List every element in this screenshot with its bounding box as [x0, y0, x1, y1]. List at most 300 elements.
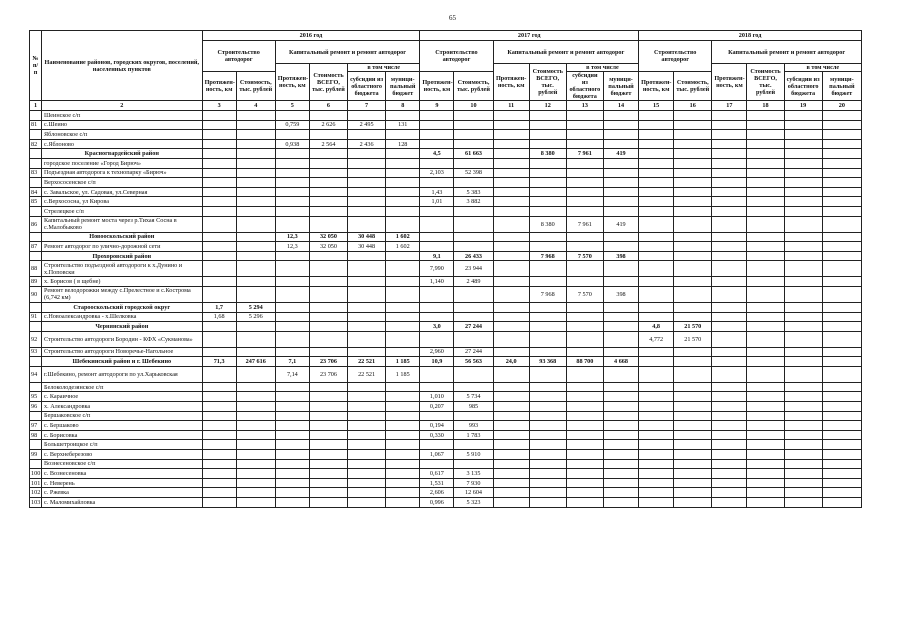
- table-cell: 3 135: [454, 469, 493, 479]
- table-cell: [348, 206, 386, 216]
- table-cell: [784, 450, 822, 460]
- table-cell: [529, 322, 566, 332]
- table-cell: [348, 312, 386, 322]
- table-cell: [747, 440, 784, 450]
- table-cell: [348, 111, 386, 121]
- table-cell: [674, 277, 712, 287]
- table-cell: [747, 331, 784, 347]
- column-number: 13: [566, 101, 603, 111]
- column-number: 10: [454, 101, 493, 111]
- table-cell: [529, 187, 566, 197]
- table-cell: [566, 322, 603, 332]
- table-cell: [712, 478, 747, 488]
- table-cell: [639, 277, 674, 287]
- column-number: 20: [822, 101, 861, 111]
- table-cell: [566, 430, 603, 440]
- table-cell: [712, 411, 747, 421]
- table-cell: [603, 488, 638, 498]
- table-cell: 23 706: [309, 366, 347, 382]
- row-name: Верхососенское с/п: [42, 178, 203, 188]
- table-cell: 0,996: [420, 498, 454, 508]
- table-cell: [712, 178, 747, 188]
- table-cell: [712, 149, 747, 159]
- table-cell: [493, 302, 529, 312]
- table-cell: [202, 286, 236, 302]
- table-cell: [529, 411, 566, 421]
- row-name: Чернянский район: [42, 322, 203, 332]
- table-cell: [639, 168, 674, 178]
- table-cell: [747, 216, 784, 232]
- table-cell: [529, 277, 566, 287]
- table-cell: [712, 286, 747, 302]
- table-row: [30, 277, 862, 287]
- table-cell: [566, 402, 603, 412]
- table-cell: [784, 478, 822, 488]
- table-cell: [275, 168, 309, 178]
- table-cell: [236, 322, 275, 332]
- table-cell: [639, 312, 674, 322]
- table-cell: [747, 149, 784, 159]
- table-cell: [386, 168, 420, 178]
- table-cell: [566, 302, 603, 312]
- table-cell: [603, 168, 638, 178]
- table-cell: 4,8: [639, 322, 674, 332]
- column-number: 11: [493, 101, 529, 111]
- table-cell: [236, 261, 275, 277]
- table-cell: [275, 469, 309, 479]
- table-cell: 419: [603, 216, 638, 232]
- table-cell: [674, 411, 712, 421]
- table-cell: [712, 251, 747, 261]
- table-cell: [386, 312, 420, 322]
- table-cell: [529, 347, 566, 357]
- row-number: 88: [30, 261, 42, 277]
- table-cell: [674, 216, 712, 232]
- table-row: [30, 392, 862, 402]
- table-row: [30, 111, 862, 121]
- table-cell: [529, 158, 566, 168]
- table-cell: [202, 261, 236, 277]
- table-cell: [493, 216, 529, 232]
- table-cell: [529, 366, 566, 382]
- table-cell: [236, 469, 275, 479]
- table-cell: 2,103: [420, 168, 454, 178]
- table-cell: [639, 347, 674, 357]
- municipal-header: муници-пальный бюджет: [822, 72, 861, 101]
- table-cell: [674, 488, 712, 498]
- table-cell: [348, 459, 386, 469]
- table-cell: [639, 402, 674, 412]
- table-cell: [309, 411, 347, 421]
- table-cell: [236, 347, 275, 357]
- table-cell: [674, 187, 712, 197]
- table-cell: 4 668: [603, 357, 638, 367]
- table-cell: 12,3: [275, 232, 309, 242]
- table-cell: [236, 392, 275, 402]
- table-cell: [712, 120, 747, 130]
- table-cell: 22 521: [348, 366, 386, 382]
- row-number: 84: [30, 187, 42, 197]
- table-cell: [566, 488, 603, 498]
- table-cell: [712, 139, 747, 149]
- table-cell: [202, 149, 236, 159]
- table-cell: 21 570: [674, 322, 712, 332]
- row-name: г.Шебекино, ремонт автодороги по ул.Харьковская: [42, 366, 203, 382]
- table-cell: [529, 421, 566, 431]
- table-cell: 27 244: [454, 322, 493, 332]
- table-cell: [493, 187, 529, 197]
- table-cell: [236, 206, 275, 216]
- table-cell: [784, 206, 822, 216]
- table-cell: 32 050: [309, 242, 347, 252]
- table-cell: [202, 421, 236, 431]
- table-cell: [309, 178, 347, 188]
- table-cell: [712, 450, 747, 460]
- table-cell: 21 570: [674, 331, 712, 347]
- table-cell: [309, 277, 347, 287]
- table-cell: [747, 261, 784, 277]
- table-cell: [309, 450, 347, 460]
- table-cell: [275, 111, 309, 121]
- table-cell: [236, 331, 275, 347]
- table-cell: [674, 168, 712, 178]
- table-cell: [639, 158, 674, 168]
- table-cell: [639, 450, 674, 460]
- table-row: [30, 286, 862, 302]
- table-cell: [639, 216, 674, 232]
- subsidy-header: субсидии из областного бюджета: [784, 72, 822, 101]
- column-number: 2: [42, 101, 203, 111]
- construction-header: Строительство автодорог: [420, 41, 493, 72]
- table-cell: [639, 251, 674, 261]
- table-cell: [712, 158, 747, 168]
- table-cell: [454, 242, 493, 252]
- row-name: Строительство автодороги Бородин - КФХ «Сукманова»: [42, 331, 203, 347]
- column-number: 18: [747, 101, 784, 111]
- table-cell: [275, 216, 309, 232]
- table-cell: [529, 498, 566, 508]
- table-cell: [566, 139, 603, 149]
- table-cell: [822, 197, 861, 207]
- construction-header: Строительство автодорог: [202, 41, 275, 72]
- table-cell: 9,1: [420, 251, 454, 261]
- table-cell: [639, 366, 674, 382]
- table-cell: [309, 302, 347, 312]
- table-row: [30, 242, 862, 252]
- table-cell: [639, 178, 674, 188]
- table-cell: [603, 411, 638, 421]
- table-cell: 12 604: [454, 488, 493, 498]
- row-name: Яблоновское с/п: [42, 130, 203, 140]
- table-cell: 61 663: [454, 149, 493, 159]
- column-number: 4: [236, 101, 275, 111]
- table-cell: 398: [603, 286, 638, 302]
- table-cell: 0,207: [420, 402, 454, 412]
- table-cell: [454, 206, 493, 216]
- table-cell: 2 495: [348, 120, 386, 130]
- table-cell: [822, 366, 861, 382]
- table-cell: 7 930: [454, 478, 493, 488]
- table-cell: [348, 411, 386, 421]
- column-number: 7: [348, 101, 386, 111]
- road-works-table: [29, 30, 862, 508]
- table-cell: [822, 411, 861, 421]
- column-number: 14: [603, 101, 638, 111]
- table-row: [30, 440, 862, 450]
- table-row: [30, 331, 862, 347]
- table-cell: [784, 430, 822, 440]
- table-cell: [712, 421, 747, 431]
- table-cell: [529, 392, 566, 402]
- table-cell: [348, 478, 386, 488]
- table-cell: [348, 382, 386, 392]
- table-cell: [566, 130, 603, 140]
- table-cell: [603, 498, 638, 508]
- table-cell: [603, 392, 638, 402]
- table-cell: [309, 312, 347, 322]
- table-cell: [603, 302, 638, 312]
- table-cell: [386, 459, 420, 469]
- table-cell: [420, 286, 454, 302]
- table-cell: 1 602: [386, 242, 420, 252]
- table-cell: [747, 312, 784, 322]
- table-cell: [822, 149, 861, 159]
- table-cell: [236, 478, 275, 488]
- table-cell: [348, 469, 386, 479]
- table-cell: [275, 478, 309, 488]
- table-cell: [712, 261, 747, 277]
- table-row: [30, 430, 862, 440]
- table-cell: [747, 421, 784, 431]
- table-cell: [747, 382, 784, 392]
- table-cell: 8 380: [529, 149, 566, 159]
- table-cell: [236, 382, 275, 392]
- table-cell: [747, 232, 784, 242]
- table-cell: [493, 488, 529, 498]
- length-header: Протяжен-ность, км: [420, 72, 454, 101]
- table-cell: [493, 498, 529, 508]
- table-cell: [348, 277, 386, 287]
- table-cell: [348, 130, 386, 140]
- table-cell: [236, 366, 275, 382]
- table-cell: [639, 242, 674, 252]
- table-cell: [566, 187, 603, 197]
- table-cell: [674, 478, 712, 488]
- row-number: [30, 302, 42, 312]
- table-cell: [822, 430, 861, 440]
- table-cell: [747, 187, 784, 197]
- table-cell: [566, 242, 603, 252]
- table-cell: [822, 402, 861, 412]
- table-cell: [639, 411, 674, 421]
- table-cell: [784, 421, 822, 431]
- municipal-header: муници-пальный бюджет: [603, 72, 638, 101]
- table-cell: [454, 158, 493, 168]
- table-cell: [674, 469, 712, 479]
- table-cell: [747, 357, 784, 367]
- table-cell: 2 626: [309, 120, 347, 130]
- table-cell: [674, 197, 712, 207]
- table-cell: [275, 402, 309, 412]
- table-cell: [202, 440, 236, 450]
- row-number: 83: [30, 168, 42, 178]
- table-cell: [420, 366, 454, 382]
- row-number: 89: [30, 277, 42, 287]
- table-cell: [386, 411, 420, 421]
- table-cell: [822, 277, 861, 287]
- table-cell: [454, 216, 493, 232]
- table-cell: [202, 130, 236, 140]
- row-number: 97: [30, 421, 42, 431]
- row-name: х. Борисов ( в щебне): [42, 277, 203, 287]
- table-cell: [639, 139, 674, 149]
- table-cell: [275, 178, 309, 188]
- row-number: [30, 459, 42, 469]
- table-cell: [454, 130, 493, 140]
- table-cell: 0,759: [275, 120, 309, 130]
- table-cell: [712, 216, 747, 232]
- row-number: 90: [30, 286, 42, 302]
- table-cell: [236, 450, 275, 460]
- table-cell: [603, 366, 638, 382]
- table-cell: [747, 411, 784, 421]
- table-cell: [674, 242, 712, 252]
- table-cell: [420, 440, 454, 450]
- repair-header: Капитальный ремонт и ремонт автодорог: [493, 41, 639, 64]
- row-number: 100: [31, 470, 41, 478]
- table-cell: [236, 232, 275, 242]
- table-cell: [420, 331, 454, 347]
- row-name: с. Завальское, ул. Садовая, ул.Северная: [42, 187, 203, 197]
- table-cell: [822, 286, 861, 302]
- table-cell: [674, 139, 712, 149]
- table-cell: [822, 158, 861, 168]
- table-cell: [202, 111, 236, 121]
- year-2016-header: 2016 год: [202, 31, 420, 41]
- table-cell: [712, 357, 747, 367]
- table-cell: [202, 251, 236, 261]
- column-number: 8: [386, 101, 420, 111]
- table-row: [30, 450, 862, 460]
- table-cell: [822, 312, 861, 322]
- table-row: [30, 232, 862, 242]
- table-cell: [674, 178, 712, 188]
- table-cell: [275, 312, 309, 322]
- cost-total-header: Стоимость ВСЕГО, тыс. рублей: [747, 64, 784, 101]
- table-cell: [420, 312, 454, 322]
- table-cell: [784, 392, 822, 402]
- table-cell: [493, 430, 529, 440]
- table-cell: [493, 111, 529, 121]
- table-cell: [454, 459, 493, 469]
- table-cell: [784, 261, 822, 277]
- table-cell: [529, 261, 566, 277]
- table-cell: [309, 168, 347, 178]
- row-name: с. Маломихайловка: [42, 498, 203, 508]
- table-cell: [784, 366, 822, 382]
- table-cell: [822, 392, 861, 402]
- table-cell: [309, 286, 347, 302]
- row-number: 99: [30, 450, 42, 460]
- table-cell: [566, 392, 603, 402]
- table-cell: [493, 347, 529, 357]
- table-cell: [566, 331, 603, 347]
- table-cell: [529, 478, 566, 488]
- table-cell: [822, 232, 861, 242]
- row-number: 91: [30, 312, 42, 322]
- table-cell: [236, 459, 275, 469]
- row-name: с.Яблоново: [42, 139, 203, 149]
- table-cell: [639, 430, 674, 440]
- table-cell: [603, 478, 638, 488]
- table-cell: [202, 331, 236, 347]
- table-cell: [493, 130, 529, 140]
- table-cell: 0,330: [420, 430, 454, 440]
- table-cell: [603, 178, 638, 188]
- table-cell: [493, 312, 529, 322]
- table-cell: 7,990: [420, 261, 454, 277]
- table-cell: [603, 430, 638, 440]
- table-cell: [420, 111, 454, 121]
- row-name: с. Вознесеновка: [42, 469, 203, 479]
- table-cell: [386, 302, 420, 312]
- table-cell: [529, 459, 566, 469]
- table-cell: [236, 149, 275, 159]
- table-cell: 131: [386, 120, 420, 130]
- table-cell: [493, 197, 529, 207]
- table-cell: [309, 149, 347, 159]
- table-cell: [454, 440, 493, 450]
- table-cell: [712, 402, 747, 412]
- column-number: 17: [712, 101, 747, 111]
- table-cell: [639, 392, 674, 402]
- table-cell: [386, 261, 420, 277]
- table-cell: [784, 357, 822, 367]
- table-cell: [784, 277, 822, 287]
- table-cell: [712, 430, 747, 440]
- table-cell: [603, 331, 638, 347]
- table-cell: [348, 187, 386, 197]
- table-cell: [202, 382, 236, 392]
- table-cell: [566, 366, 603, 382]
- table-cell: [529, 168, 566, 178]
- table-cell: [784, 331, 822, 347]
- table-cell: 1,531: [420, 478, 454, 488]
- table-cell: [822, 450, 861, 460]
- table-cell: [639, 478, 674, 488]
- row-number: 95: [30, 392, 42, 402]
- table-cell: [674, 111, 712, 121]
- table-cell: [639, 469, 674, 479]
- table-cell: [420, 302, 454, 312]
- table-cell: [454, 139, 493, 149]
- table-cell: [493, 261, 529, 277]
- length-header: Протяжен-ность, км: [639, 72, 674, 101]
- table-cell: [747, 347, 784, 357]
- table-cell: [309, 251, 347, 261]
- table-cell: [784, 251, 822, 261]
- table-cell: [712, 440, 747, 450]
- table-cell: [639, 286, 674, 302]
- column-number: 12: [529, 101, 566, 111]
- table-cell: [348, 302, 386, 312]
- table-cell: 1,010: [420, 392, 454, 402]
- table-cell: [454, 366, 493, 382]
- table-cell: [674, 120, 712, 130]
- table-cell: [236, 168, 275, 178]
- row-number: [30, 322, 42, 332]
- table-cell: [236, 158, 275, 168]
